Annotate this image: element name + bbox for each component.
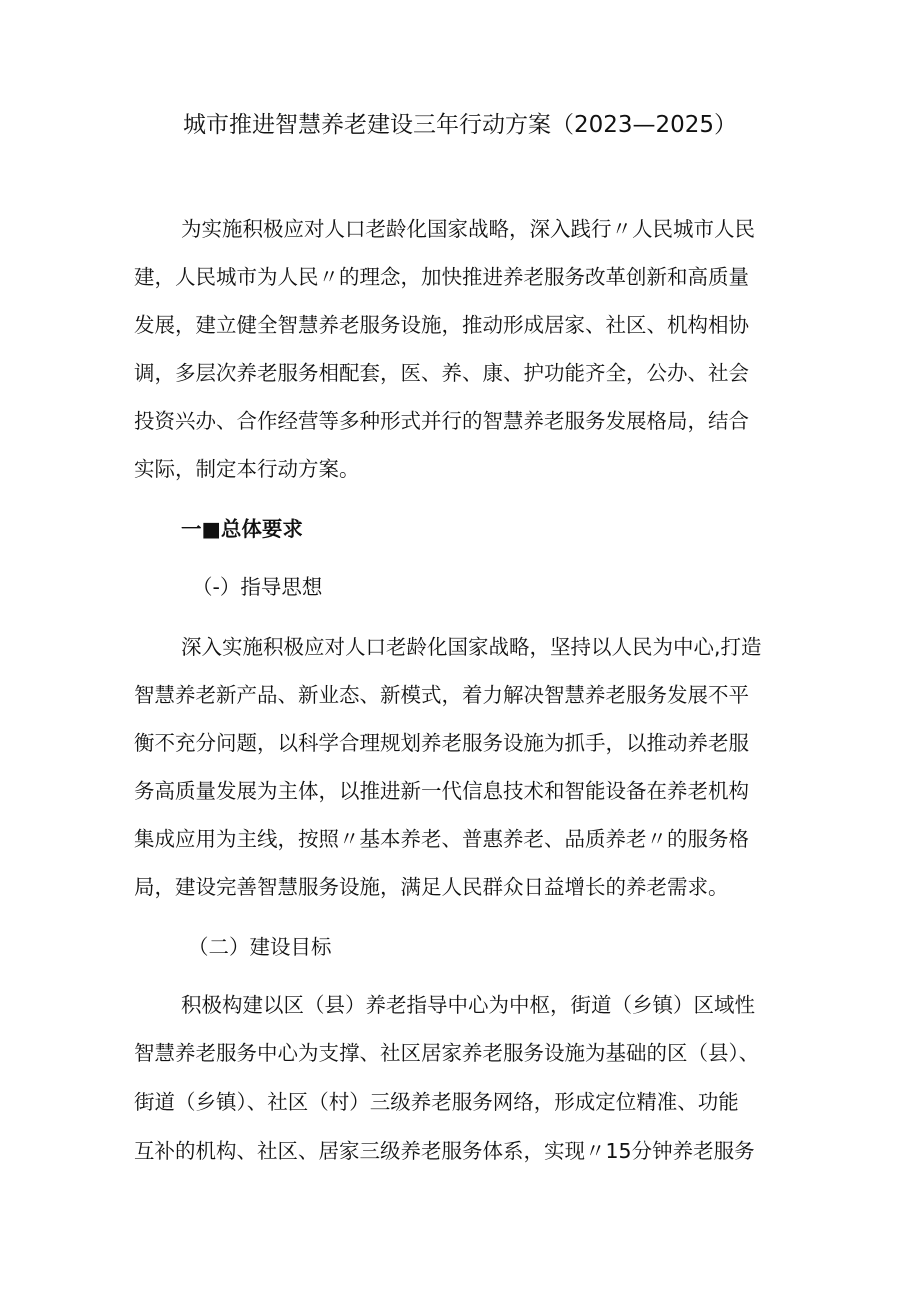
guiding-line-2: 智慧养老新产品、新业态、新模式，着力解决智慧养老服务发展不平 <box>134 683 749 707</box>
document-title: 城市推进智慧养老建设三年行动方案（2023—2025） <box>182 112 738 138</box>
subsection-heading-guiding-ideology: （-）指导思想 <box>192 575 323 599</box>
guiding-line-3: 衡不充分问题，以科学合理规划养老服务设施为抓手，以推动养老服 <box>134 731 749 755</box>
intro-line-4: 调，多层次养老服务相配套，医、养、康、护功能齐全，公办、社会 <box>134 361 749 385</box>
goals-line-3: 街道（乡镇）、社区（村）三级养老服务网络，形成定位精准、功能 <box>134 1090 739 1114</box>
intro-line-3: 发展，建立健全智慧养老服务设施，推动形成居家、社区、机构相协 <box>134 313 749 337</box>
subsection-heading-construction-goals: （二）建设目标 <box>188 935 332 959</box>
intro-line-1: 为实施积极应对人口老龄化国家战略，深入践行〃人民城市人民 <box>181 217 755 241</box>
guiding-line-6: 局，建设完善智慧服务设施，满足人民群众日益增长的养老需求。 <box>134 875 729 899</box>
intro-line-5: 投资兴办、合作经营等多种形式并行的智慧养老服务发展格局，结合 <box>134 409 749 433</box>
section-heading-general-requirements: 一■总体要求 <box>181 517 303 541</box>
intro-line-6: 实际，制定本行动方案。 <box>134 457 360 481</box>
goals-line-2: 智慧养老服务中心为支撑、社区居家养老服务设施为基础的区（县）、 <box>134 1041 760 1065</box>
intro-line-2: 建，人民城市为人民〃的理念，加快推进养老服务改革创新和高质量 <box>134 265 749 289</box>
goals-line-1: 积极构建以区（县）养老指导中心为中枢，街道（乡镇）区域性 <box>181 993 755 1017</box>
guiding-line-5: 集成应用为主线，按照〃基本养老、普惠养老、品质养老〃的服务格 <box>134 827 749 851</box>
guiding-line-1: 深入实施积极应对人口老龄化国家战略，坚持以人民为中心,打造 <box>181 635 762 659</box>
goals-line-4: 互补的机构、社区、居家三级养老服务体系，实现〃15分钟养老服务 <box>134 1139 755 1163</box>
guiding-line-4: 务高质量发展为主体，以推进新一代信息技术和智能设备在养老机构 <box>134 779 749 803</box>
